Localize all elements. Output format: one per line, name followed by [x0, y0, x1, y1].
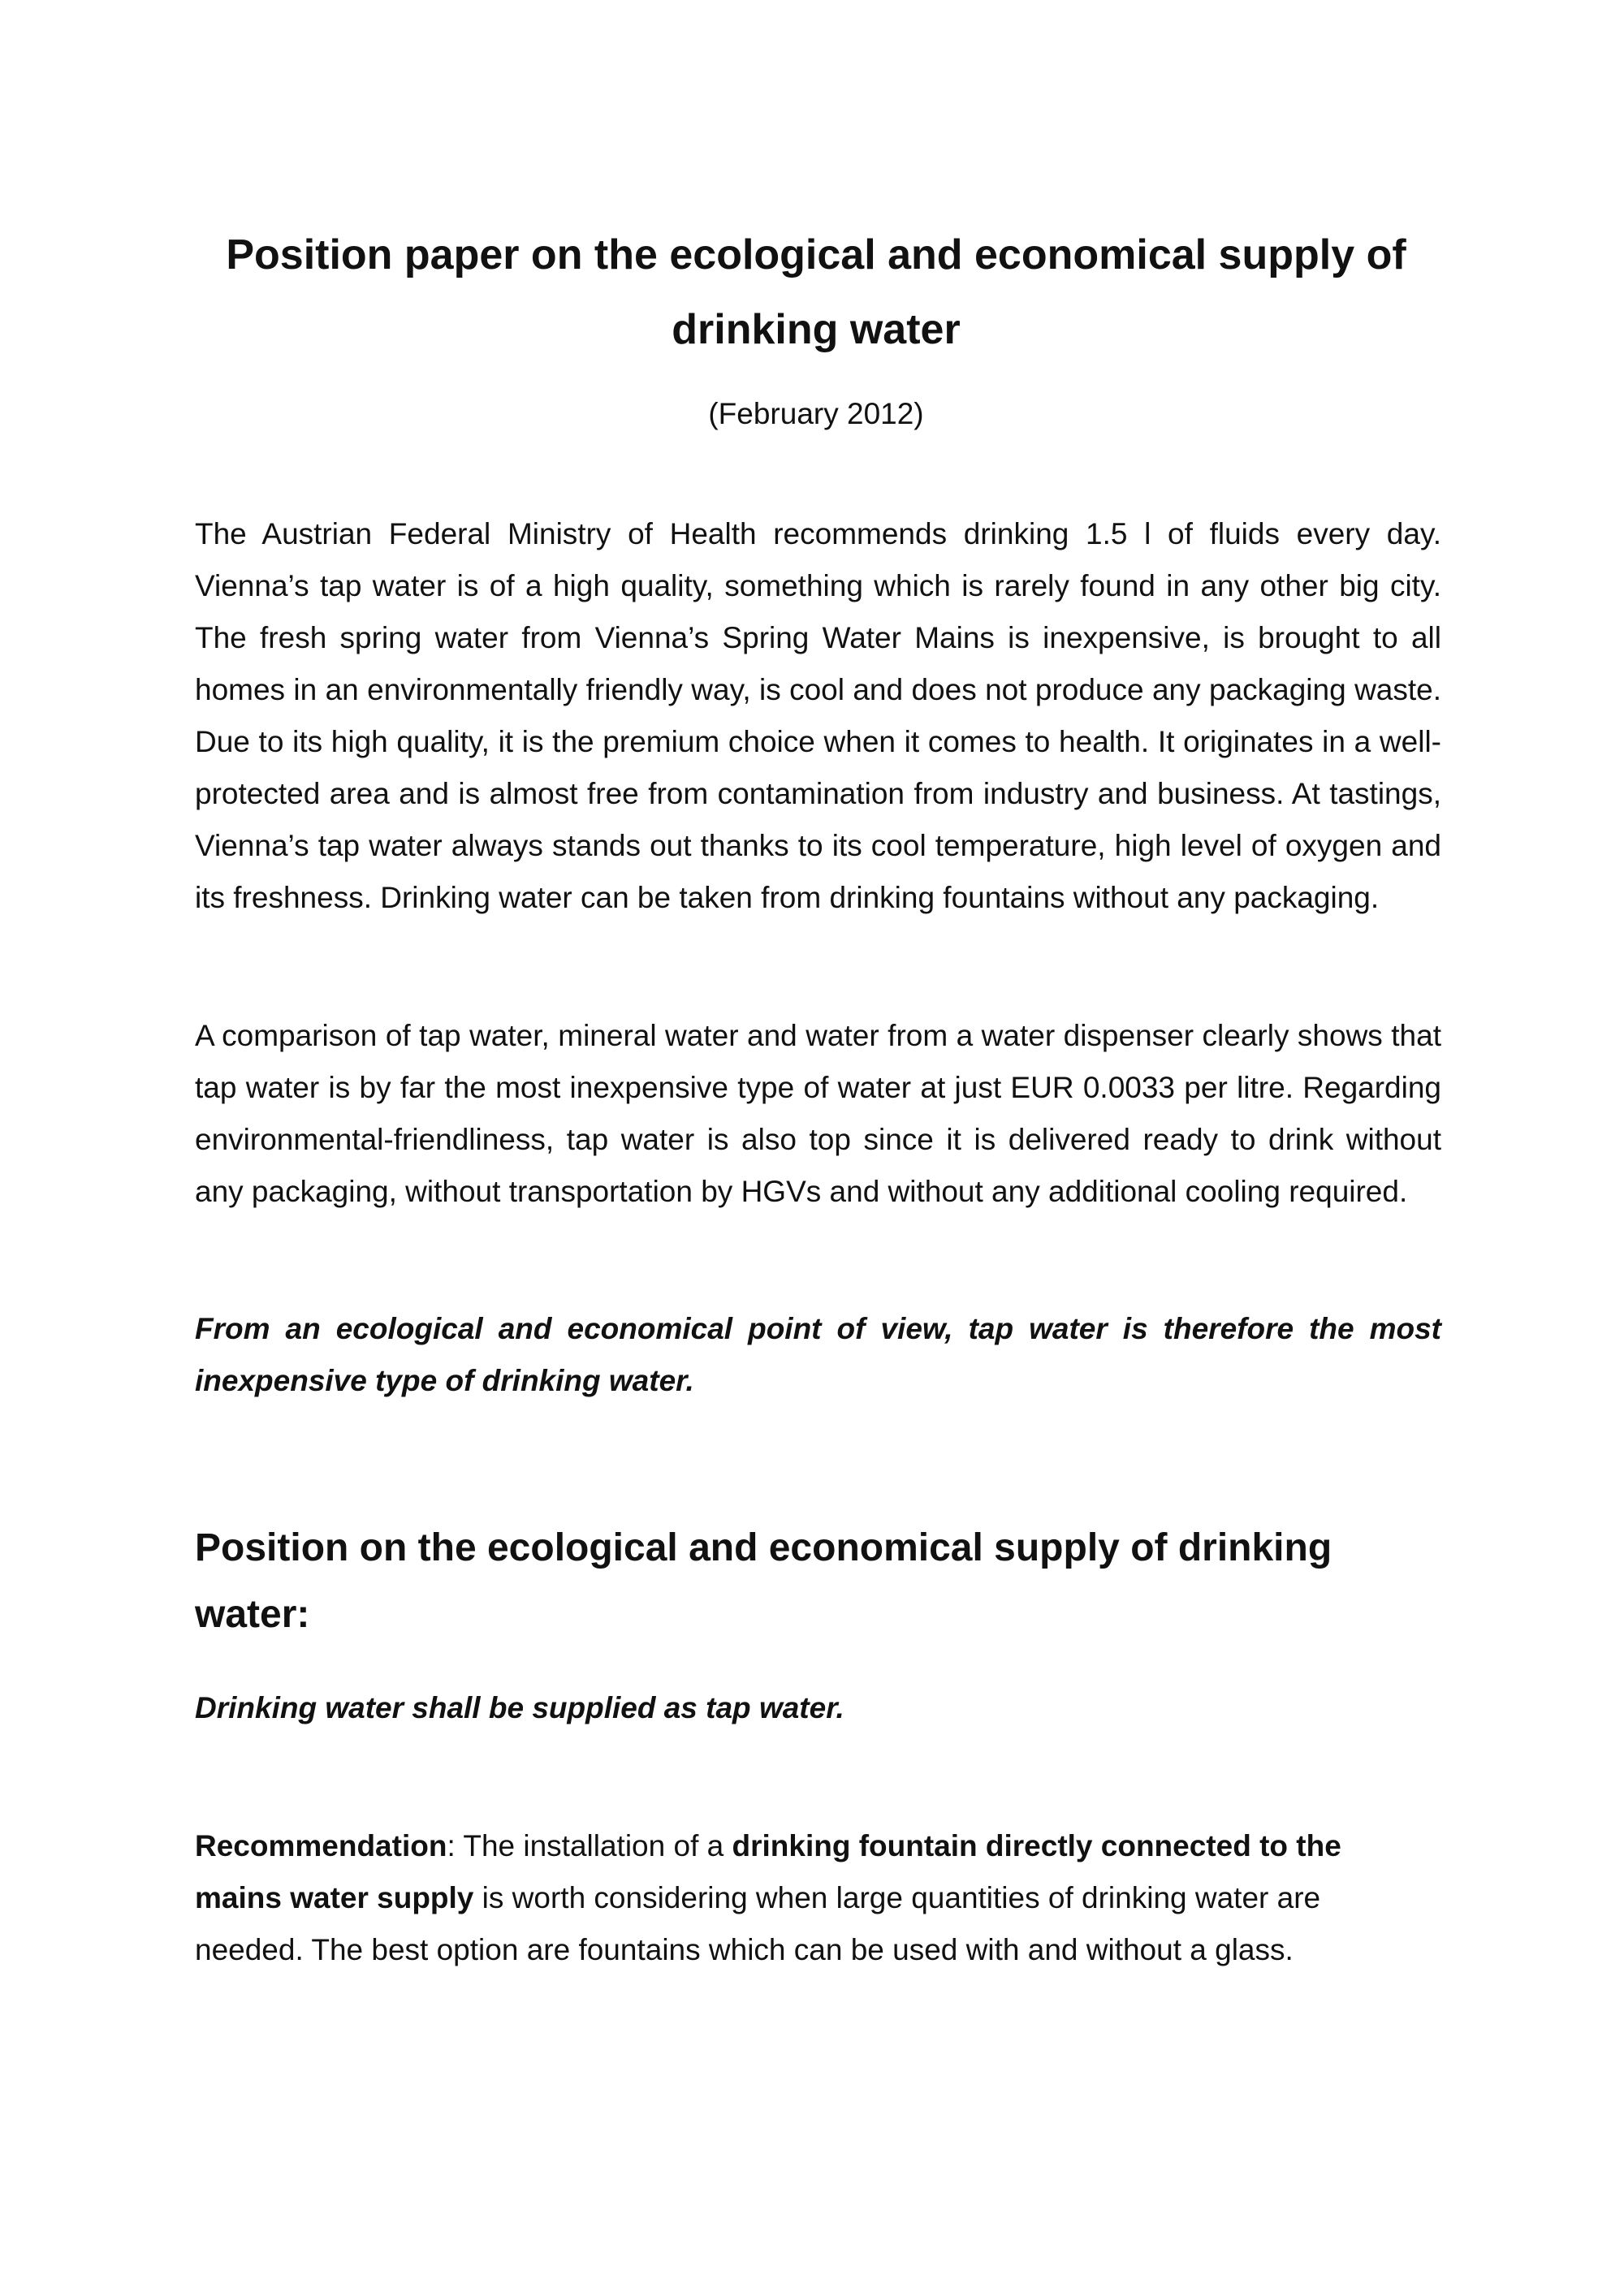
conclusion-paragraph: From an ecological and economical point of view, tap water is therefore the most inexpensive type of drinking water. — [195, 1312, 1441, 1397]
recommendation-label: Recommendation — [195, 1829, 447, 1862]
recommendation-text-before: The installation of a — [463, 1829, 732, 1862]
document-date: (February 2012) — [708, 397, 924, 430]
intro-paragraph: The Austrian Federal Ministry of Health recommends drinking 1.5 l of fluids every day. Vienna’s tap water is of a high quality, something which is rarely found in any other big city. The fresh spring water from Vienna’s Spring Water Mains is inexpensive, is brought to all homes in an environmentally friendly way, is cool and does not produce any packaging waste. Due to its high quality, it is the premium choice when it comes to health. It originates in a well-protected area and is almost free from contamination from industry and business. At tastings, Vienna’s tap water always stands out thanks to its cool temperature, high level of oxygen and its freshness. Drinking water can be taken from drinking fountains without any packaging. — [195, 517, 1441, 914]
section-title: Position on the ecological and economical supply of drinking water: — [195, 1526, 1332, 1636]
recommendation-separator: : — [447, 1829, 464, 1862]
recommendation-paragraph — [195, 1820, 1364, 1976]
position-statement: Drinking water shall be supplied as tap water. — [195, 1691, 844, 1724]
recommendation-bold-text: drinking fountain directly connected to the mains water supply — [195, 1829, 1341, 1914]
recommendation-text-after: is worth considering when large quantities of drinking water are needed. The best option are fountains which can be used with and without a glass. — [195, 1881, 1321, 1966]
comparison-paragraph: A comparison of tap water, mineral water and water from a water dispenser clearly shows that tap water is by far the most inexpensive type of water at just EUR 0.0033 per litre. Regarding environmental-friendliness, tap water is also top since it is delivered ready to drink without any packaging, without transportation by HGVs and without any additional cooling required. — [195, 1019, 1441, 1208]
document-title: Position paper on the ecological and economical supply of drinking water — [226, 231, 1406, 353]
